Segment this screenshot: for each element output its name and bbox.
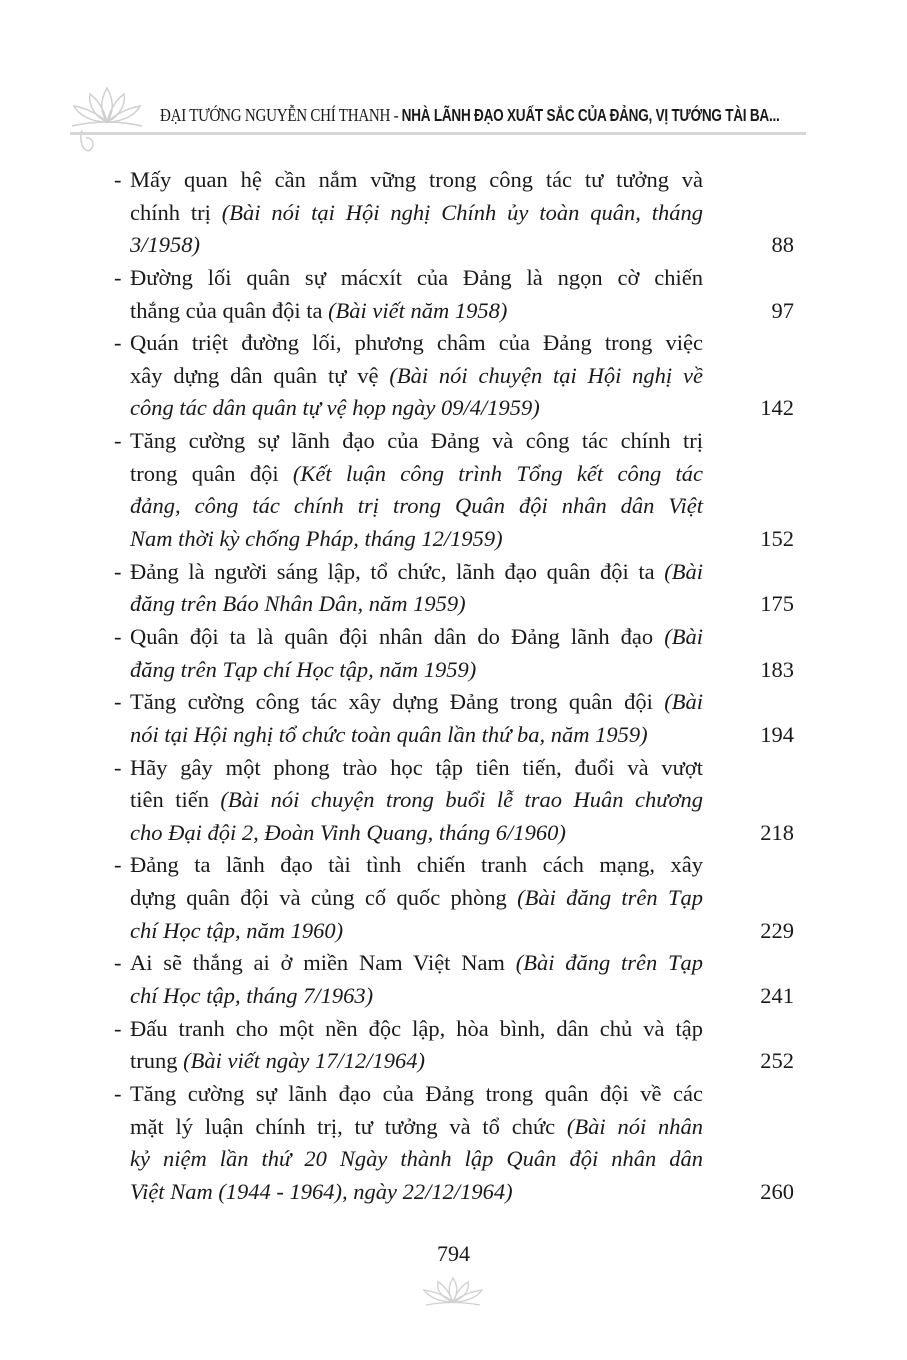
toc-entry xyxy=(0,621,907,686)
toc-line-text xyxy=(130,817,703,850)
toc-line-text xyxy=(130,784,703,817)
toc-line xyxy=(0,164,907,197)
footer-lotus-ornament-icon xyxy=(420,1274,486,1308)
toc-line-text xyxy=(130,327,703,360)
toc-line xyxy=(0,654,907,687)
toc-line-text xyxy=(130,229,703,262)
toc-line xyxy=(0,1143,907,1176)
entry-source-text: (Bài nói tại Hội nghị Chính ủy toàn quân, tháng xyxy=(221,199,703,225)
bullet-dash: - xyxy=(114,330,122,356)
entry-source-text: đăng trên Tạp chí Học tập, năm 1959) xyxy=(130,656,477,682)
toc-line xyxy=(0,262,907,295)
toc-line xyxy=(0,719,907,752)
entry-title-text: trong quân đội xyxy=(130,460,293,486)
entry-source-text: chí Học tập, năm 1960) xyxy=(130,917,344,943)
entry-title-text: Đảng là người sáng lập, tổ chức, lãnh đạo quân đội ta xyxy=(130,558,665,584)
entry-title-text: chính trị xyxy=(130,199,222,225)
toc-entry xyxy=(0,686,907,751)
toc-line-text xyxy=(130,588,703,621)
toc-line xyxy=(0,915,907,948)
entry-title-text: Mấy quan hệ cần nắm vững trong công tác tư tưởng và xyxy=(130,167,703,192)
toc-entry xyxy=(0,1013,907,1078)
toc-line-text xyxy=(130,1045,703,1078)
toc-line-text xyxy=(130,556,703,589)
toc-line xyxy=(0,1045,907,1078)
bullet-dash: - xyxy=(114,950,122,976)
toc-line-text xyxy=(130,262,703,295)
entry-source-text: (Bài nói nhân xyxy=(566,1113,703,1139)
entry-source-text: đảng, công tác chính trị trong Quân đội nhân dân Việt xyxy=(130,493,703,519)
toc-line xyxy=(0,588,907,621)
toc-line-text xyxy=(130,392,703,425)
toc-entry xyxy=(0,849,907,947)
toc-entry xyxy=(0,425,907,556)
page-number: 794 xyxy=(437,1241,470,1266)
entry-title-text: Tăng cường sự lãnh đạo của Đảng và công tác chính trị xyxy=(130,428,703,454)
entry-source-text: (Bài xyxy=(664,558,703,584)
entry-source-text: đăng trên Báo Nhân Dân, năm 1959) xyxy=(130,591,466,617)
bullet-dash: - xyxy=(114,264,122,290)
entry-source-text: công tác dân quân tự vệ họp ngày 09/4/1959) xyxy=(130,395,540,421)
toc-line-text xyxy=(130,197,703,230)
toc-line-text xyxy=(130,621,703,654)
running-title-bold: NHÀ LÃNH ĐẠO XUẤT SẮC CỦA ĐẢNG, VỊ TƯỚNG TÀI BA... xyxy=(401,105,780,125)
entry-title-text: Hãy gây một phong trào học tập tiên tiến, đuổi và vượt xyxy=(130,754,703,780)
toc-line xyxy=(0,882,907,915)
toc-line-text xyxy=(130,1013,703,1046)
entry-page-number: 241 xyxy=(760,983,794,1009)
entry-title-text: thắng của quân đội ta xyxy=(130,297,329,323)
entry-source-text: (Bài viết ngày 17/12/1964) xyxy=(183,1048,425,1074)
toc-line-text xyxy=(130,360,703,393)
toc-line xyxy=(0,327,907,360)
bullet-dash: - xyxy=(114,852,122,878)
toc-line xyxy=(0,817,907,850)
toc-line xyxy=(0,392,907,425)
bullet-dash: - xyxy=(114,623,122,649)
bullet-dash: - xyxy=(114,754,122,780)
toc-line xyxy=(0,1176,907,1209)
toc-line-text xyxy=(130,980,703,1013)
entry-source-text: Nam thời kỳ chống Pháp, tháng 12/1959) xyxy=(130,526,503,552)
entry-title-text: xây dựng dân quân tự vệ xyxy=(130,362,390,388)
toc-line xyxy=(0,849,907,882)
toc-line xyxy=(0,686,907,719)
toc-line xyxy=(0,621,907,654)
toc-line xyxy=(0,360,907,393)
bullet-dash: - xyxy=(114,558,122,584)
entry-title-text: Tăng cường công tác xây dựng Đảng trong quân đội xyxy=(130,689,665,715)
entry-title-text: Đường lối quân sự mácxít của Đảng là ngọn cờ chiến xyxy=(130,264,703,290)
toc-entry xyxy=(0,1078,907,1209)
toc-line-text xyxy=(130,1143,703,1176)
bullet-dash: - xyxy=(114,167,122,192)
toc-line xyxy=(0,1013,907,1046)
header-rule xyxy=(70,132,806,135)
entry-title-text: Quân đội ta là quân đội nhân dân do Đảng lãnh đạo xyxy=(130,623,665,649)
toc-line xyxy=(0,295,907,328)
toc-line-text xyxy=(130,1176,703,1209)
table-of-contents xyxy=(0,164,907,1209)
entry-title-text: Quán triệt đường lối, phương châm của Đảng trong việc xyxy=(130,330,703,356)
entry-source-text: 3/1958) xyxy=(130,232,200,258)
toc-line-text xyxy=(130,458,703,491)
entry-title-text: Đấu tranh cho một nền độc lập, hòa bình, dân chủ và tập xyxy=(130,1015,703,1041)
toc-entry xyxy=(0,327,907,425)
entry-source-text: (Bài xyxy=(664,623,703,649)
toc-line-text xyxy=(130,849,703,882)
running-header xyxy=(0,80,907,160)
entry-page-number: 194 xyxy=(760,721,794,747)
bullet-dash: - xyxy=(114,428,122,454)
entry-source-text: nói tại Hội nghị tổ chức toàn quân lần thứ ba, năm 1959) xyxy=(130,721,648,747)
toc-line xyxy=(0,458,907,491)
toc-line xyxy=(0,784,907,817)
toc-entry xyxy=(0,262,907,327)
bullet-dash: - xyxy=(114,689,122,715)
running-title-regular: ĐẠI TƯỚNG NGUYỄN CHÍ THANH - xyxy=(160,105,402,125)
bullet-dash: - xyxy=(114,1015,122,1041)
toc-line xyxy=(0,1078,907,1111)
toc-line-text xyxy=(130,752,703,785)
entry-source-text: (Bài nói chuyện tại Hội nghị về xyxy=(389,362,703,388)
entry-title-text: tiên tiến xyxy=(130,787,221,813)
entry-source-text: (Kết luận công trình Tổng kết công tác xyxy=(292,460,703,486)
toc-line xyxy=(0,752,907,785)
entry-page-number: 229 xyxy=(760,917,794,943)
entry-title-text: dựng quân đội và củng cố quốc phòng xyxy=(130,885,518,911)
entry-source-text: (Bài nói chuyện trong buổi lễ trao Huân chương xyxy=(220,787,703,813)
toc-line xyxy=(0,425,907,458)
toc-line-text xyxy=(130,915,703,948)
entry-title-text: Ai sẽ thắng ai ở miền Nam Việt Nam xyxy=(130,950,516,976)
toc-line xyxy=(0,197,907,230)
running-title xyxy=(160,105,822,126)
toc-entry xyxy=(0,556,907,621)
toc-line-text xyxy=(130,425,703,458)
toc-line xyxy=(0,229,907,262)
entry-source-text: cho Đại đội 2, Đoàn Vinh Quang, tháng 6/1960) xyxy=(130,819,566,845)
toc-line-text xyxy=(130,1111,703,1144)
entry-title-text: Tăng cường sự lãnh đạo của Đảng trong quân đội về các xyxy=(130,1080,703,1106)
toc-line xyxy=(0,947,907,980)
entry-source-text: Việt Nam (1944 - 1964), ngày 22/12/1964) xyxy=(130,1178,513,1204)
entry-source-text: (Bài đăng trên Tạp xyxy=(517,885,703,911)
toc-line-text xyxy=(130,719,703,752)
entry-page-number: 97 xyxy=(771,297,794,323)
toc-line xyxy=(0,523,907,556)
entry-title-text: mặt lý luận chính trị, tư tưởng và tổ chức xyxy=(130,1113,567,1139)
entry-page-number: 183 xyxy=(760,656,794,682)
lotus-ornament-icon xyxy=(62,80,152,160)
toc-line-text xyxy=(130,164,703,197)
toc-line xyxy=(0,980,907,1013)
entry-page-number: 142 xyxy=(760,395,794,421)
toc-entry xyxy=(0,947,907,1012)
entry-page-number: 218 xyxy=(760,819,794,845)
entry-source-text: (Bài đăng trên Tạp xyxy=(515,950,703,976)
entry-page-number: 252 xyxy=(760,1048,794,1074)
toc-line-text xyxy=(130,947,703,980)
toc-line xyxy=(0,1111,907,1144)
toc-line-text xyxy=(130,295,703,328)
bullet-dash: - xyxy=(114,1080,122,1106)
toc-entry xyxy=(0,164,907,262)
toc-line-text xyxy=(130,523,703,556)
entry-page-number: 88 xyxy=(771,232,794,258)
toc-line-text xyxy=(130,686,703,719)
toc-line-text xyxy=(130,882,703,915)
entry-source-text: (Bài viết năm 1958) xyxy=(328,297,508,323)
toc-line-text xyxy=(130,1078,703,1111)
toc-entry xyxy=(0,752,907,850)
toc-line xyxy=(0,556,907,589)
entry-source-text: (Bài xyxy=(664,689,703,715)
entry-title-text: Đảng ta lãnh đạo tài tình chiến tranh cách mạng, xây xyxy=(130,852,703,878)
entry-source-text: kỷ niệm lần thứ 20 Ngày thành lập Quân đội nhân dân xyxy=(130,1146,703,1172)
entry-source-text: chí Học tập, tháng 7/1963) xyxy=(130,983,374,1009)
entry-title-text: trung xyxy=(130,1048,184,1074)
toc-line-text xyxy=(130,490,703,523)
toc-line xyxy=(0,490,907,523)
toc-line-text xyxy=(130,654,703,687)
entry-page-number: 175 xyxy=(760,591,794,617)
entry-page-number: 152 xyxy=(760,526,794,552)
entry-page-number: 260 xyxy=(760,1178,794,1204)
